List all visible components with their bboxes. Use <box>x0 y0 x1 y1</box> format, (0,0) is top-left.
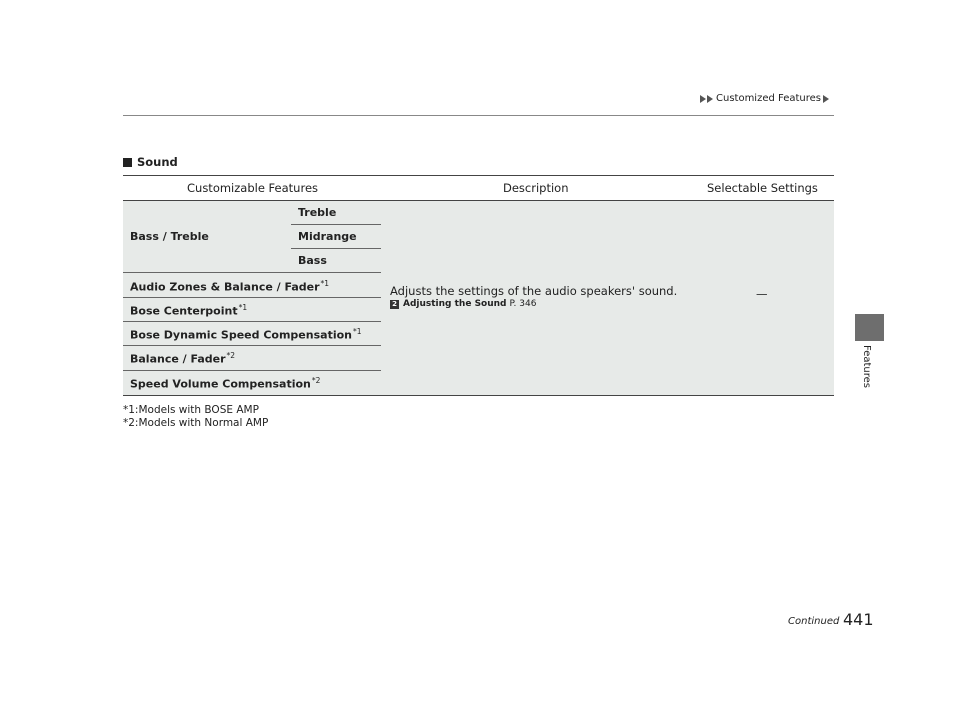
footnote-marker: *2 <box>226 351 236 360</box>
column-header: Selectable Settings <box>707 181 818 195</box>
column-header: Description <box>503 181 569 195</box>
arrow-right-icon <box>823 95 829 103</box>
table-body <box>123 201 834 395</box>
footnote-marker: *2 <box>311 376 321 385</box>
cross-reference-link[interactable] <box>390 299 536 309</box>
row-label: Balance / Fader <box>130 352 226 366</box>
table-row <box>130 351 235 366</box>
selectable-settings-value: — <box>756 287 768 301</box>
header-divider <box>123 115 834 116</box>
row-divider <box>123 272 381 273</box>
breadcrumb[interactable] <box>700 93 830 104</box>
sidebar-label: Features <box>861 345 872 388</box>
sub-item: Bass <box>298 254 327 267</box>
page-number: 441 <box>843 610 874 629</box>
row-divider <box>291 224 381 225</box>
row-label: Bose Centerpoint <box>130 304 238 318</box>
reference-icon: 2 <box>390 300 399 309</box>
sub-item: Treble <box>298 206 337 219</box>
arrow-right-icon <box>700 95 706 103</box>
row-divider <box>123 321 381 322</box>
row-label: Audio Zones & Balance / Fader <box>130 280 320 294</box>
row-label: Speed Volume Compensation <box>130 377 311 391</box>
description-text: Adjusts the settings of the audio speakers' sound. <box>390 284 678 298</box>
footnote-marker: *1 <box>238 303 248 312</box>
sidebar-tab[interactable] <box>855 314 884 341</box>
row-divider <box>123 345 381 346</box>
group-label: Bass / Treble <box>130 230 209 243</box>
footnote: *2:Models with Normal AMP <box>123 417 269 429</box>
footnote-marker: *1 <box>352 327 362 336</box>
table-row <box>130 279 329 294</box>
footnote-marker: *1 <box>320 279 330 288</box>
table-row <box>130 376 320 391</box>
column-header: Customizable Features <box>187 181 319 195</box>
section-title <box>123 155 178 169</box>
row-label: Bose Dynamic Speed Compensation <box>130 328 352 342</box>
table-row <box>130 303 247 318</box>
arrow-right-icon <box>707 95 713 103</box>
sub-item: Midrange <box>298 230 357 243</box>
link-page: P. 346 <box>509 299 537 309</box>
row-divider <box>123 297 381 298</box>
row-divider <box>123 370 381 371</box>
row-divider <box>291 248 381 249</box>
section-title-text: Sound <box>137 155 178 169</box>
table-row <box>130 327 362 342</box>
footnote: *1:Models with BOSE AMP <box>123 404 259 416</box>
breadcrumb-label: Customized Features <box>716 93 822 104</box>
table-top-rule <box>123 175 834 176</box>
continued-label: Continued <box>788 616 840 627</box>
link-text: Adjusting the Sound <box>403 299 507 309</box>
table-bottom-rule <box>123 395 834 396</box>
square-bullet-icon <box>123 158 132 167</box>
